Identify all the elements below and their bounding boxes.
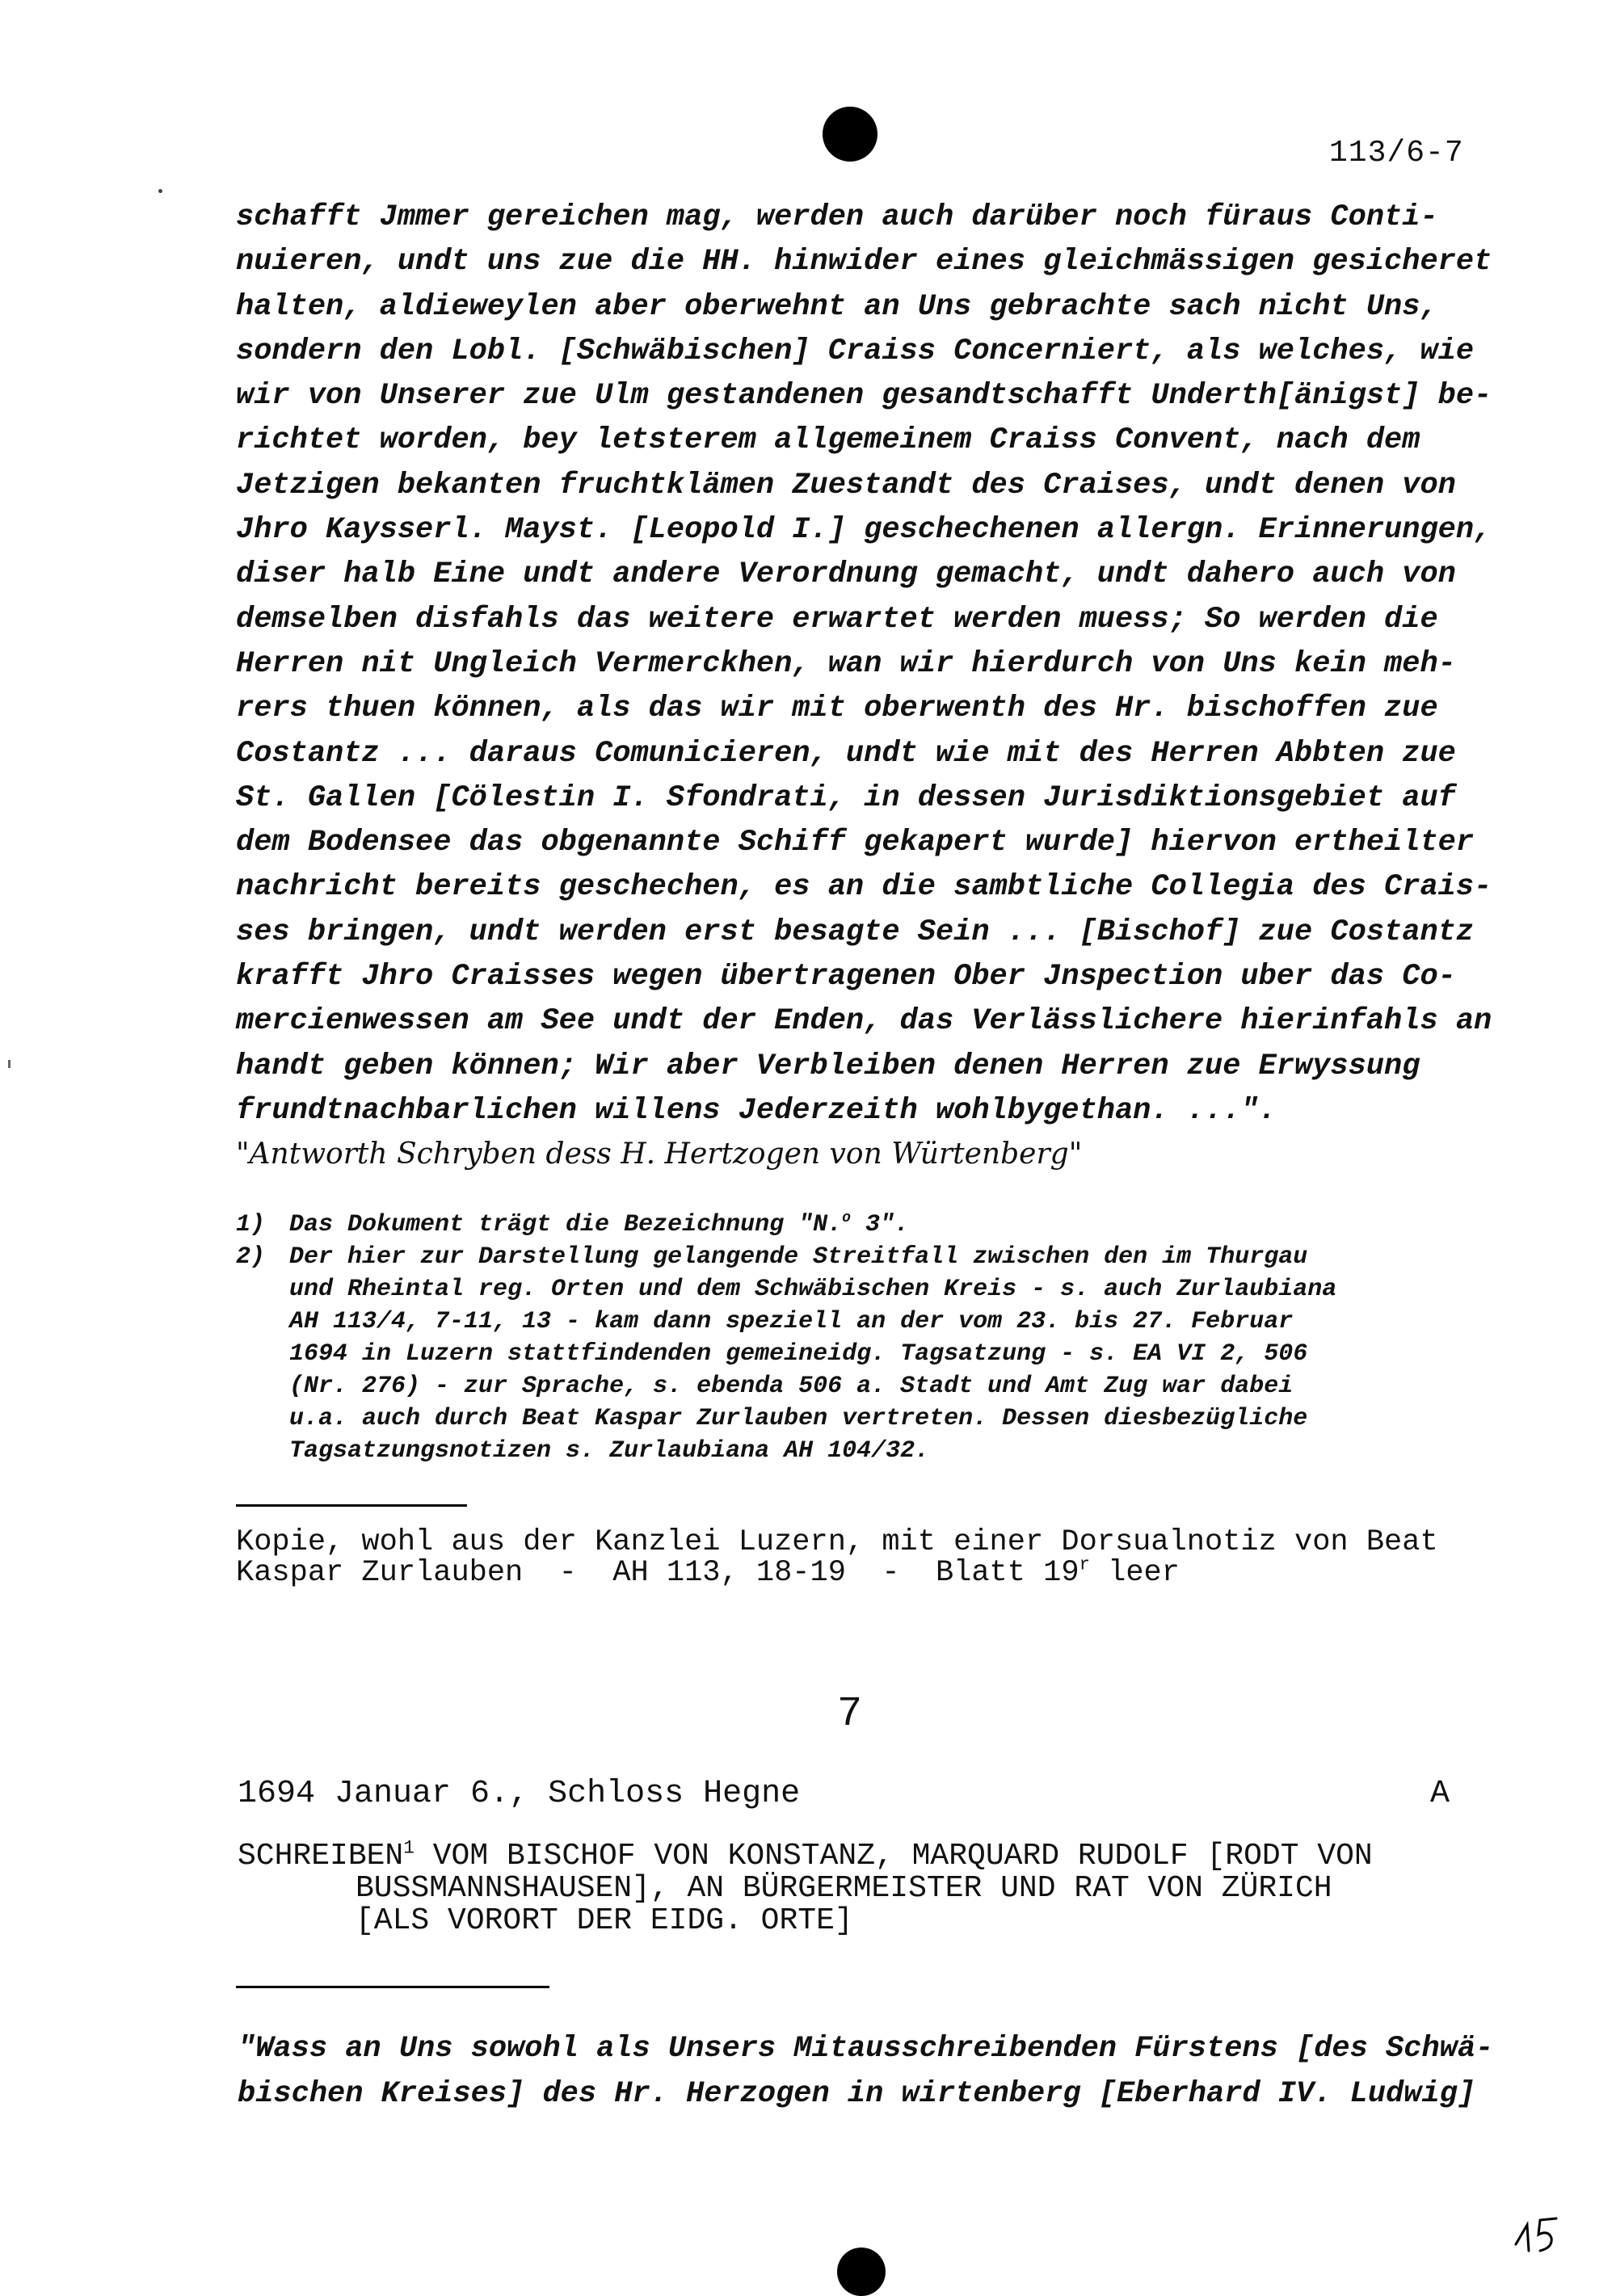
- margin-tick: [8, 1060, 11, 1068]
- punch-hole-top: [823, 107, 877, 162]
- divider-rule: [236, 1504, 467, 1507]
- footnote-line: 1694 in Luzern stattfindenden gemeineidg. Tagsatzung - s. EA VI 2, 506: [289, 1340, 1308, 1368]
- punch-hole-bottom: [837, 2248, 886, 2296]
- footnotes: [236, 1209, 1480, 1467]
- copy-note-line: Kaspar Zurlauben - AH 113, 18-19 - Blatt 19: [236, 1556, 1079, 1590]
- quote-line: bischen Kreises] des Hr. Herzogen in wirtenberg [Eberhard IV. Ludwig]: [238, 2077, 1476, 2111]
- quote-line: "Wass an Uns sowohl als Unsers Mitausschreibenden Fürstens [des Schwä-: [238, 2032, 1494, 2066]
- document-heading: [238, 1837, 1530, 1938]
- divider-rule: [236, 1986, 549, 1988]
- heading-line: [ALS VORORT DER EIDG. ORTE]: [356, 1903, 853, 1938]
- body-line: dem Bodensee das obgenannte Schiff gekapert wurde] hiervon ertheilter: [236, 826, 1475, 860]
- body-line: schafft Jmmer gereichen mag, werden auch darüber noch füraus Conti-: [236, 200, 1438, 234]
- copy-note-line: Kopie, wohl aus der Kanzlei Luzern, mit einer Dorsualnotiz von Beat: [236, 1525, 1438, 1559]
- date-place-line: 1694 Januar 6., Schloss Hegne: [238, 1776, 801, 1812]
- folio-superscript: r: [1079, 1554, 1090, 1575]
- footnote-line: (Nr. 276) - zur Sprache, s. ebenda 506 a. Stadt und Amt Zug war dabei: [289, 1373, 1294, 1400]
- body-line: Jhro Kaysserl. Mayst. [Leopold I.] geschechenen allergn. Erinnerungen,: [236, 513, 1492, 548]
- body-line: rers thuen können, als das wir mit oberwenth des Hr. bischoffen zue: [236, 692, 1438, 726]
- handwritten-folio-number: [1513, 2209, 1559, 2256]
- document-number: 7: [837, 1690, 863, 1738]
- body-line: krafft Jhro Craisses wegen übertragenen Ober Jnspection uber das Co-: [236, 960, 1456, 995]
- page-number: 113/6-7: [1329, 136, 1464, 170]
- heading-line: BUSSMANNSHAUSEN], AN BÜRGERMEISTER UND RAT VON ZÜRICH: [356, 1871, 1332, 1906]
- body-line: diser halb Eine undt andere Verordnung gemacht, undt dahero auch von: [236, 557, 1456, 592]
- footnote-superscript: o: [842, 1210, 851, 1226]
- handwritten-dorsal-note: "Antworth Schryben dess H. Hertzogen von Würtenberg": [236, 1137, 1083, 1171]
- letter-body-text: [236, 196, 1492, 1133]
- footnote-text: 3".: [850, 1211, 909, 1238]
- footnote-line: AH 113/4, 7-11, 13 - kam dann speziell an der vom 23. bis 27. Februar: [289, 1308, 1294, 1335]
- body-line: frundtnachbarlichen willens Jederzeith wohlbygethan. ...".: [236, 1093, 1277, 1128]
- speck-mark: [158, 189, 162, 193]
- body-line: Herren nit Ungleich Vermerckhen, wan wir hierdurch von Uns kein meh-: [236, 646, 1456, 681]
- body-line: sondern den Lobl. [Schwäbischen] Craiss Concerniert, als welches, wie: [236, 334, 1475, 368]
- footnote-line: Der hier zur Darstellung gelangende Streitfall zwischen den im Thurgau: [289, 1243, 1308, 1271]
- heading-text: VOM BISCHOF VON KONSTANZ, MARQUARD RUDOLF [RODT VON: [414, 1839, 1373, 1873]
- footnote-number: 1): [236, 1211, 266, 1238]
- body-line: handt geben können; Wir aber Verbleiben denen Herren zue Erwyssung: [236, 1049, 1420, 1083]
- footnote-line: und Rheintal reg. Orten und dem Schwäbischen Kreis - s. auch Zurlaubiana: [289, 1276, 1337, 1303]
- footnote-1: [236, 1209, 1480, 1241]
- body-line: mercienwessen am See undt der Enden, das Verlässlichere hierinfahls an: [236, 1004, 1492, 1039]
- footnote-text: Das Dokument trägt die Bezeichnung "N.: [289, 1211, 843, 1238]
- body-line: wir von Unserer zue Ulm gestandenen gesandtschafft Underth[änigst] be-: [236, 379, 1492, 414]
- heading-footnote-ref: 1: [403, 1837, 415, 1859]
- body-line: nachricht bereits geschechen, es an die sambtliche Collegia des Crais-: [236, 870, 1492, 905]
- body-line: demselben disfahls das weitere erwartet werden muess; So werden die: [236, 602, 1438, 637]
- body-line: nuieren, undt uns zue die HH. hinwider eines gleichmässigen gesicheret: [236, 245, 1492, 280]
- heading-text: SCHREIBEN: [238, 1839, 404, 1873]
- body-line: St. Gallen [Cölestin I. Sfondrati, in dessen Jurisdiktionsgebiet auf: [236, 780, 1456, 815]
- copy-note-line: leer: [1089, 1556, 1180, 1590]
- body-line: Costantz ... daraus Comunicieren, undt wie mit des Herren Abbten zue: [236, 736, 1456, 771]
- footnote-line: u.a. auch durch Beat Kaspar Zurlauben vertreten. Dessen diesbezügliche: [289, 1405, 1308, 1432]
- body-line: richtet worden, bey letsterem allgemeinem Craiss Convent, nach dem: [236, 423, 1420, 458]
- footnote-2: [236, 1241, 1480, 1467]
- body-line: Jetzigen bekanten fruchtklämen Zuestandt des Craises, undt denen von: [236, 468, 1456, 503]
- letter-quote-start: [238, 2026, 1494, 2117]
- version-letter: A: [1430, 1776, 1450, 1812]
- body-line: ses bringen, undt werden erst besagte Sein ... [Bischof] zue Costantz: [236, 915, 1475, 949]
- footnote-number: 2): [236, 1243, 266, 1271]
- body-line: halten, aldieweylen aber oberwehnt an Uns gebrachte sach nicht Uns,: [236, 289, 1438, 324]
- copy-provenance-note: [236, 1527, 1438, 1588]
- footnote-line: Tagsatzungsnotizen s. Zurlaubiana AH 104/32.: [289, 1437, 930, 1465]
